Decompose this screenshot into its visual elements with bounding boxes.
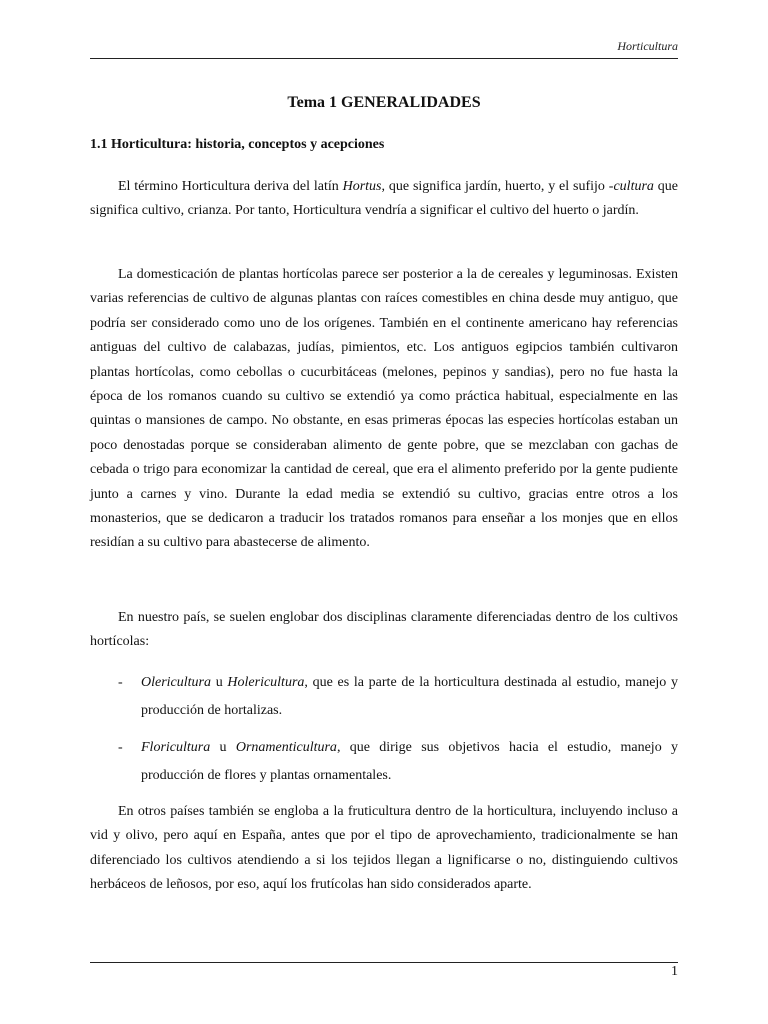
term-ornamenticultura: Ornamenticultura: [235, 740, 337, 755]
footer-rule: [90, 962, 678, 963]
paragraph-1-text-1: El término Horticultura deriva del latín: [118, 179, 343, 194]
paragraph-4: En otros países también se engloba a la fruticultura dentro de la horticultura, incluyendo incluso a vid y olivo, pero aquí en España, antes que por el tipo de aprovechamiento, tradicionalmente se han diferenciado los cultivos atendiendo a si los tejidos llegan a lignificarse o no, distinguiendo cultivos herbáceos de leñosos, por eso, aquí los frutícolas han sido considerados aparte.: [90, 804, 678, 893]
section-heading: 1.1 Horticultura: historia, conceptos y acepciones: [90, 137, 385, 152]
term-olericultura: Olericultura: [141, 675, 211, 690]
header-rule: [90, 58, 678, 59]
list-dash: -: [118, 675, 123, 690]
running-header: Horticultura: [617, 39, 678, 53]
list-item-connector: u: [211, 675, 228, 690]
list-item-description: , que es la parte de la horticultura destinada al estudio, manejo y producción de hortalizas.: [141, 675, 678, 718]
paragraph-3: En nuestro país, se suelen englobar dos disciplinas claramente diferenciadas dentro de los cultivos hortícolas:: [90, 610, 678, 650]
page-number: 1: [671, 964, 678, 979]
paragraph-1: [90, 175, 678, 224]
paragraph-2: La domesticación de plantas hortícolas parece ser posterior a la de cereales y leguminosas. Existen varias referencias de cultivo de algunas plantas con raíces comestibles en china desde muy antiguo, que podría ser considerado como uno de los orígenes. También en el continente americano hay referencias antiguas del cultivo de calabazas, judías, pimientos, etc. Los antiguos egipcios también cultivaron plantas hortícolas, como cebollas o cucurbitáceas (melones, pepinos y sandias), pero no fue hasta la época de los romanos cuando su cultivo se extendió ya como práctica habitual, especialmente en las quintas o mansiones de campo. No obstante, en esas primeras épocas las especies hortícolas estaban un poco denostadas porque se consideraban alimento de gente pobre, que se mezclaban con gachas de cebada o trigo para economizar la cantidad de cereal, que era el alimento preferido por la gente pudiente junto a carnes y vino. Durante la edad media se extendió su cultivo, gracias entre otros a los monasterios, que se dedicaron a traducir los tratados romanos para enseñar a los monjes que en ellos residían a su cultivo para abastecerse de alimento.: [90, 267, 678, 551]
term-holericultura: Holericultura: [227, 675, 305, 690]
term-cultura: cultura: [613, 179, 654, 194]
list-dash: -: [118, 740, 123, 755]
list-item-text: [141, 734, 678, 790]
term-hortus: Hortus: [342, 179, 382, 194]
term-floricultura: Floricultura: [141, 740, 211, 755]
list-item-connector: u: [210, 740, 236, 755]
list-item-description: , que dirige sus objetivos hacia el estudio, manejo y producción de flores y plantas ornamentales.: [141, 740, 678, 783]
paragraph-1-text-3: que significa cultivo, crianza. Por tanto, Horticultura vendría a significar el cultivo del huerto o jardín.: [90, 179, 679, 219]
chapter-title: Tema 1 GENERALIDADES: [287, 94, 481, 111]
paragraph-1-text-2: , que significa jardín, huerto, y el sufijo -: [381, 179, 614, 194]
list-item-olericultura: [90, 669, 678, 725]
list-item-text: [141, 669, 678, 725]
list-item-floricultura: [90, 734, 678, 790]
